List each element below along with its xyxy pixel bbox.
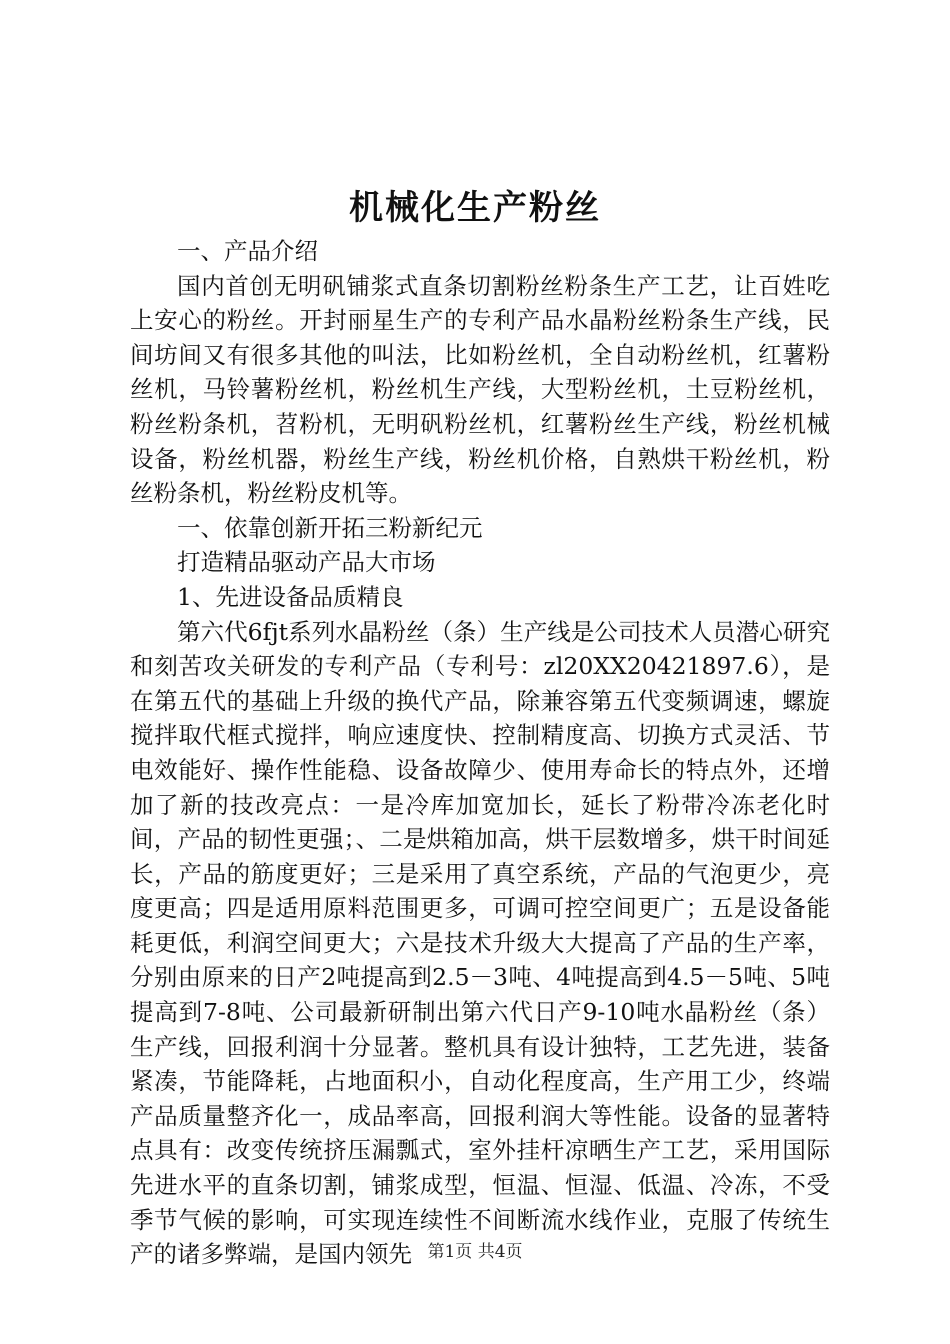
section-heading: 一、产品介绍: [177, 237, 318, 265]
section-heading: 一、依靠创新开拓三粉新纪元: [177, 513, 483, 542]
document-title: 机械化生产粉丝: [349, 188, 601, 228]
page-footer: 第1页 共4页: [427, 1242, 523, 1262]
section-heading: 1、先进设备品质精良: [177, 582, 404, 611]
body-paragraph: 国内首创无明矾铺浆式直条切割粉丝粉条生产工艺，让百姓吃上安心的粉丝。开封丽星生产的专利产品水晶粉丝粉条生产线，民间坊间又有很多其他的叫法，比如粉丝机，全自动粉丝机，红薯粉丝机，马铃薯粉丝机，粉丝机生产线，大型粉丝机，土豆粉丝机，粉丝粉条机，苕粉机，无明矾粉丝机，红薯粉丝生产线，粉丝机械设备，粉丝机器，粉丝生产线，粉丝机价格，自熟烘干粉丝机，粉丝粉条机，粉丝粉皮机等。: [130, 271, 830, 508]
body-paragraph: 第六代6fjt系列水晶粉丝（条）生产线是公司技术人员潜心研究和刻苦攻关研发的专利产品（专利号：zl20XX20421897.6），是在第五代的基础上升级的换代产品，除兼容第五代变频调速，螺旋搅拌取代框式搅拌，响应速度快、控制精度高、切换方式灵活、节电效能好、操作性能稳、设备故障少、使用寿命长的特点外，还增加了新的技改亮点：一是冷库加宽加长，延长了粉带冷冻老化时间，产品的韧性更强；、二是烘箱加高，烘干层数增多，烘干时间延长，产品的筋度更好；三是采用了真空系统，产品的气泡更少，亮度更高；四是适用原料范围更多，可调可控空间更广；五是设备能耗更低，利润空间更大；六是技术升级大大提高了产品的生产率，分别由原来的日产2吨提高到2.5－3吨、4吨提高到4.5－5吨、5吨提高到7-8吨、公司最新研制出第六代日产9-10吨水晶粉丝（条）生产线，回报利润十分显著。整机具有设计独特，工艺先进，装备紧凑，节能降耗，占地面积小，自动化程度高，生产用工少，终端产品质量整齐化一，成品率高，回报利润大等性能。设备的显著特点具有：改变传统挤压漏瓢式，室外挂杆凉晒生产工艺，采用国际先进水平的直条切割，铺浆成型，恒温、恒湿、低温、冷冻，不受季节气候的影响，可实现连续性不间断流水线作业，克服了传统生产的诸多弊端，是国内领先: [130, 617, 830, 1269]
section-subheading: 打造精品驱动产品大市场: [177, 548, 436, 577]
document-body: [130, 234, 830, 1272]
